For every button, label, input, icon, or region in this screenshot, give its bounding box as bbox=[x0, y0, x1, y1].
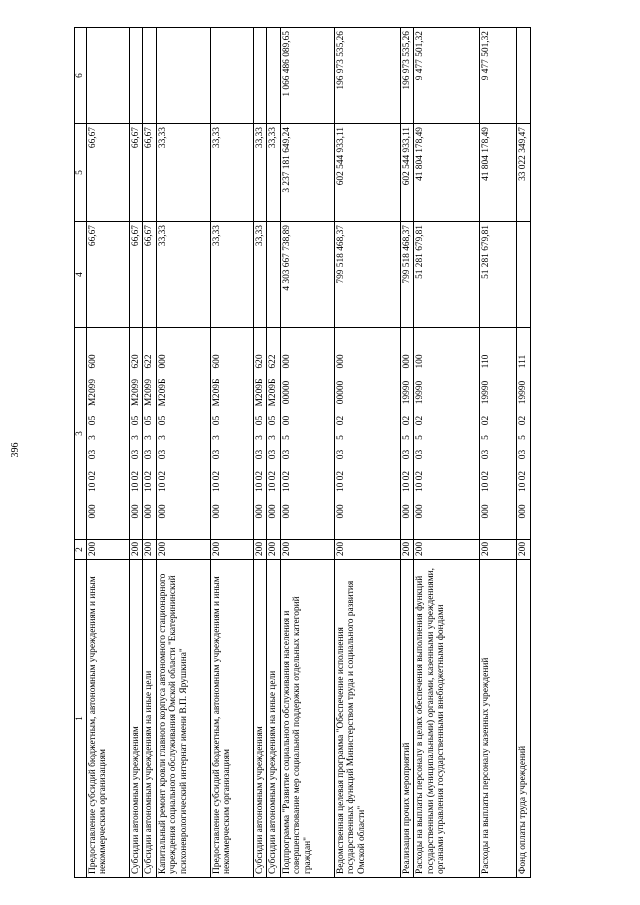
budget-code-part: 3 bbox=[211, 435, 222, 440]
expense-name-cell: Реализация прочих мероприятий bbox=[400, 560, 414, 878]
budget-code-part: M209Б bbox=[268, 378, 279, 407]
admin-code-cell: 200 bbox=[129, 540, 143, 560]
budget-code-part: 622 bbox=[268, 354, 279, 369]
budget-code-part: 000 bbox=[415, 504, 426, 519]
budget-code-part: 02 bbox=[415, 415, 426, 426]
budget-code-part: 10 02 bbox=[281, 470, 292, 493]
budget-code-part: 3 bbox=[268, 435, 279, 440]
budget-code-part: 03 bbox=[268, 449, 279, 460]
budget-code-cell bbox=[267, 328, 281, 540]
budget-code-part: 03 bbox=[144, 449, 155, 460]
amount-total-cell: 51 281 679,81 bbox=[414, 222, 480, 328]
budget-code-part: 19990 bbox=[415, 380, 426, 405]
budget-code-part: 05 bbox=[87, 415, 98, 426]
header-cell: 6 bbox=[75, 28, 87, 124]
budget-code-part: 02 bbox=[481, 415, 492, 426]
amount-col6-cell: 196 973 535,26 bbox=[334, 28, 400, 124]
amount-col5-cell: 66,67 bbox=[86, 124, 129, 222]
amount-col5-cell: 41 804 178,49 bbox=[414, 124, 480, 222]
admin-code-cell: 200 bbox=[334, 540, 400, 560]
rotated-page bbox=[74, 28, 634, 878]
budget-code-part: 00000 bbox=[281, 380, 292, 405]
budget-code-part: 02 bbox=[335, 415, 346, 426]
amount-col5-cell: 33,33 bbox=[156, 124, 210, 222]
admin-code-cell: 200 bbox=[517, 540, 531, 560]
table-row bbox=[267, 28, 281, 878]
budget-code-cell bbox=[86, 328, 129, 540]
budget-code-cell bbox=[480, 328, 517, 540]
budget-code-part: 000 bbox=[401, 354, 412, 369]
header-row bbox=[75, 28, 87, 878]
budget-code-part: 111 bbox=[518, 354, 529, 369]
budget-code-part: 3 bbox=[144, 435, 155, 440]
budget-code-part: 110 bbox=[481, 354, 492, 369]
budget-code-part: 03 bbox=[130, 449, 141, 460]
budget-code-part: 5 bbox=[481, 435, 492, 440]
header-cell: 3 bbox=[75, 328, 87, 540]
table-row bbox=[143, 28, 157, 878]
budget-code-part: 5 bbox=[415, 435, 426, 440]
amount-total-cell: 66,67 bbox=[129, 222, 143, 328]
admin-code-cell: 200 bbox=[86, 540, 129, 560]
header-cell: 5 bbox=[75, 124, 87, 222]
amount-col6-cell: 9 477 501,32 bbox=[414, 28, 480, 124]
budget-code-part: 000 bbox=[144, 504, 155, 519]
budget-code-part: 03 bbox=[87, 449, 98, 460]
budget-code-part: 10 02 bbox=[87, 470, 98, 493]
expense-name-cell: Расходы на выплаты персоналу в целях обеспечения выполнения функций государственными (муниципальными) органами, казенными учреждениями, органами управления государственными внебюджетными фондами bbox=[414, 560, 480, 878]
budget-code-part: 03 bbox=[157, 449, 168, 460]
budget-code-part: 000 bbox=[401, 504, 412, 519]
budget-code-part: 10 02 bbox=[481, 470, 492, 493]
budget-code-part: 03 bbox=[211, 449, 222, 460]
table-row bbox=[480, 28, 517, 878]
amount-total-cell: 799 518 468,37 bbox=[400, 222, 414, 328]
amount-col5-cell: 41 804 178,49 bbox=[480, 124, 517, 222]
budget-code-cell bbox=[334, 328, 400, 540]
budget-code-part: 10 02 bbox=[518, 470, 529, 493]
amount-col5-cell: 602 544 933,11 bbox=[334, 124, 400, 222]
budget-code-cell bbox=[156, 328, 210, 540]
table-row bbox=[334, 28, 400, 878]
amount-col6-cell bbox=[143, 28, 157, 124]
amount-total-cell: 33,33 bbox=[156, 222, 210, 328]
budget-code-part: 05 bbox=[211, 415, 222, 426]
amount-col6-cell: 9 477 501,32 bbox=[480, 28, 517, 124]
budget-code-cell bbox=[517, 328, 531, 540]
amount-col6-cell bbox=[210, 28, 253, 124]
budget-code-part: 00 bbox=[281, 415, 292, 426]
budget-code-cell bbox=[253, 328, 267, 540]
budget-code-part: 000 bbox=[157, 354, 168, 369]
budget-code-part: 5 bbox=[281, 435, 292, 440]
budget-code-part: 3 bbox=[157, 435, 168, 440]
expense-name-cell: Фонд оплаты труда учреждений bbox=[517, 560, 531, 878]
amount-total-cell: 33,33 bbox=[253, 222, 267, 328]
budget-code-part: 03 bbox=[335, 449, 346, 460]
budget-code-part: 10 02 bbox=[254, 470, 265, 493]
budget-code-cell bbox=[143, 328, 157, 540]
budget-code-part: 000 bbox=[281, 504, 292, 519]
budget-code-part: 10 02 bbox=[157, 470, 168, 493]
admin-code-cell: 200 bbox=[156, 540, 210, 560]
expense-name-cell: Расходы на выплаты персоналу казенных учреждений bbox=[480, 560, 517, 878]
expense-name-cell: Предоставление субсидий бюджетным, автономным учреждениям и иным некоммерческим организациям bbox=[210, 560, 253, 878]
budget-code-part: 000 bbox=[87, 504, 98, 519]
budget-table bbox=[74, 27, 531, 878]
amount-col5-cell: 33,33 bbox=[267, 124, 281, 222]
budget-code-part: 3 bbox=[130, 435, 141, 440]
budget-code-part: 5 bbox=[401, 435, 412, 440]
amount-total-cell: 799 518 468,37 bbox=[334, 222, 400, 328]
expense-name-cell: Субсидии автономным учреждениям bbox=[129, 560, 143, 878]
amount-col5-cell: 66,67 bbox=[143, 124, 157, 222]
table-row bbox=[156, 28, 210, 878]
expense-name-cell: Капитальный ремонт кровли главного корпуса автономного стационарного учреждения социального обслуживания Омской области "Екатерининский психоневрологический интернат имени В.П. Ярушкина" bbox=[156, 560, 210, 878]
budget-code-part: 05 bbox=[130, 415, 141, 426]
budget-code-part: 05 bbox=[157, 415, 168, 426]
budget-code-part: 03 bbox=[281, 449, 292, 460]
budget-code-part: 100 bbox=[415, 354, 426, 369]
budget-code-part: 620 bbox=[130, 354, 141, 369]
budget-code-part: 10 02 bbox=[401, 470, 412, 493]
amount-total-cell: 4 303 667 738,89 bbox=[280, 222, 334, 328]
amount-total-cell: 33,33 bbox=[210, 222, 253, 328]
budget-code-part: 03 bbox=[254, 449, 265, 460]
amount-col5-cell: 33 022 349,47 bbox=[517, 124, 531, 222]
budget-code-part: 10 02 bbox=[415, 470, 426, 493]
budget-code-cell bbox=[280, 328, 334, 540]
expense-name-cell: Ведомственная целевая программа "Обеспечение исполнения государственных функций Министерством труда и социального развития Омской области" bbox=[334, 560, 400, 878]
table-row bbox=[253, 28, 267, 878]
header-cell: 2 bbox=[75, 540, 87, 560]
budget-code-part: 19990 bbox=[518, 380, 529, 405]
budget-code-part: 03 bbox=[401, 449, 412, 460]
budget-code-part: 03 bbox=[518, 449, 529, 460]
amount-col6-cell bbox=[267, 28, 281, 124]
amount-col5-cell: 66,67 bbox=[129, 124, 143, 222]
amount-total-cell bbox=[267, 222, 281, 328]
budget-code-part: 10 02 bbox=[268, 470, 279, 493]
expense-name-cell: Подпрограмма "Развитие социального обслуживания населения и совершенствование мер социальной поддержки отдельных категорий граждан" bbox=[280, 560, 334, 878]
budget-code-part: 03 bbox=[481, 449, 492, 460]
budget-code-part: M209Б bbox=[254, 378, 265, 407]
amount-total-cell: 51 281 679,81 bbox=[480, 222, 517, 328]
expense-name-cell: Субсидии автономным учреждениям на иные цели bbox=[143, 560, 157, 878]
page-number: 396 bbox=[10, 442, 21, 458]
budget-code-cell bbox=[129, 328, 143, 540]
admin-code-cell: 200 bbox=[143, 540, 157, 560]
table-row bbox=[400, 28, 414, 878]
header-cell: 1 bbox=[75, 560, 87, 878]
amount-col6-cell: 196 973 535,26 bbox=[400, 28, 414, 124]
budget-code-part: M209Б bbox=[211, 378, 222, 407]
budget-code-part: 000 bbox=[254, 504, 265, 519]
amount-total-cell: 66,67 bbox=[143, 222, 157, 328]
table-body bbox=[86, 28, 530, 878]
amount-col5-cell: 602 544 933,11 bbox=[400, 124, 414, 222]
table-row bbox=[517, 28, 531, 878]
amount-col5-cell: 3 237 181 649,24 bbox=[280, 124, 334, 222]
budget-code-part: 000 bbox=[157, 504, 168, 519]
budget-code-cell bbox=[210, 328, 253, 540]
admin-code-cell: 200 bbox=[480, 540, 517, 560]
budget-code-part: 622 bbox=[144, 354, 155, 369]
budget-code-part: 00000 bbox=[335, 380, 346, 405]
amount-col5-cell: 33,33 bbox=[253, 124, 267, 222]
budget-code-part: M2099 bbox=[87, 378, 98, 407]
amount-col6-cell bbox=[129, 28, 143, 124]
budget-code-part: 10 02 bbox=[335, 470, 346, 493]
budget-code-part: 620 bbox=[254, 354, 265, 369]
budget-code-part: M2099 bbox=[144, 378, 155, 407]
amount-total-cell bbox=[517, 222, 531, 328]
budget-code-part: M209Б bbox=[157, 378, 168, 407]
budget-code-part: 3 bbox=[254, 435, 265, 440]
budget-code-part: 000 bbox=[335, 504, 346, 519]
budget-code-part: 000 bbox=[268, 504, 279, 519]
budget-code-part: 19990 bbox=[401, 380, 412, 405]
budget-code-part: 05 bbox=[268, 415, 279, 426]
admin-code-cell: 200 bbox=[400, 540, 414, 560]
amount-col6-cell bbox=[253, 28, 267, 124]
budget-code-part: 02 bbox=[401, 415, 412, 426]
budget-code-cell bbox=[414, 328, 480, 540]
budget-code-part: 5 bbox=[335, 435, 346, 440]
budget-code-part: 600 bbox=[211, 354, 222, 369]
budget-code-part: 5 bbox=[518, 435, 529, 440]
expense-name-cell: Субсидии автономным учреждениям bbox=[253, 560, 267, 878]
budget-code-part: 10 02 bbox=[144, 470, 155, 493]
expense-name-cell: Предоставление субсидий бюджетным, автономным учреждениям и иным некоммерческим организациям bbox=[86, 560, 129, 878]
budget-code-part: 3 bbox=[87, 435, 98, 440]
budget-code-cell bbox=[400, 328, 414, 540]
table-row bbox=[86, 28, 129, 878]
budget-code-part: 05 bbox=[144, 415, 155, 426]
budget-code-part: 000 bbox=[130, 504, 141, 519]
budget-code-part: 19990 bbox=[481, 380, 492, 405]
admin-code-cell: 200 bbox=[280, 540, 334, 560]
amount-col6-cell bbox=[156, 28, 210, 124]
amount-col6-cell bbox=[86, 28, 129, 124]
admin-code-cell: 200 bbox=[210, 540, 253, 560]
budget-code-part: 000 bbox=[211, 504, 222, 519]
budget-code-part: 000 bbox=[281, 354, 292, 369]
amount-total-cell: 66,67 bbox=[86, 222, 129, 328]
amount-col5-cell: 33,33 bbox=[210, 124, 253, 222]
amount-col6-cell: 1 066 486 089,65 bbox=[280, 28, 334, 124]
table-row bbox=[414, 28, 480, 878]
budget-code-part: 05 bbox=[254, 415, 265, 426]
budget-code-part: 02 bbox=[518, 415, 529, 426]
admin-code-cell: 200 bbox=[414, 540, 480, 560]
table-row bbox=[280, 28, 334, 878]
amount-col6-cell bbox=[517, 28, 531, 124]
budget-code-part: 10 02 bbox=[130, 470, 141, 493]
budget-code-part: M2099 bbox=[130, 378, 141, 407]
admin-code-cell: 200 bbox=[253, 540, 267, 560]
budget-code-part: 000 bbox=[518, 504, 529, 519]
admin-code-cell: 200 bbox=[267, 540, 281, 560]
budget-code-part: 000 bbox=[335, 354, 346, 369]
expense-name-cell: Субсидии автономным учреждениям на иные цели bbox=[267, 560, 281, 878]
budget-code-part: 600 bbox=[87, 354, 98, 369]
header-cell: 4 bbox=[75, 222, 87, 328]
table-row bbox=[210, 28, 253, 878]
budget-code-part: 000 bbox=[481, 504, 492, 519]
table-row bbox=[129, 28, 143, 878]
budget-code-part: 03 bbox=[415, 449, 426, 460]
budget-code-part: 10 02 bbox=[211, 470, 222, 493]
